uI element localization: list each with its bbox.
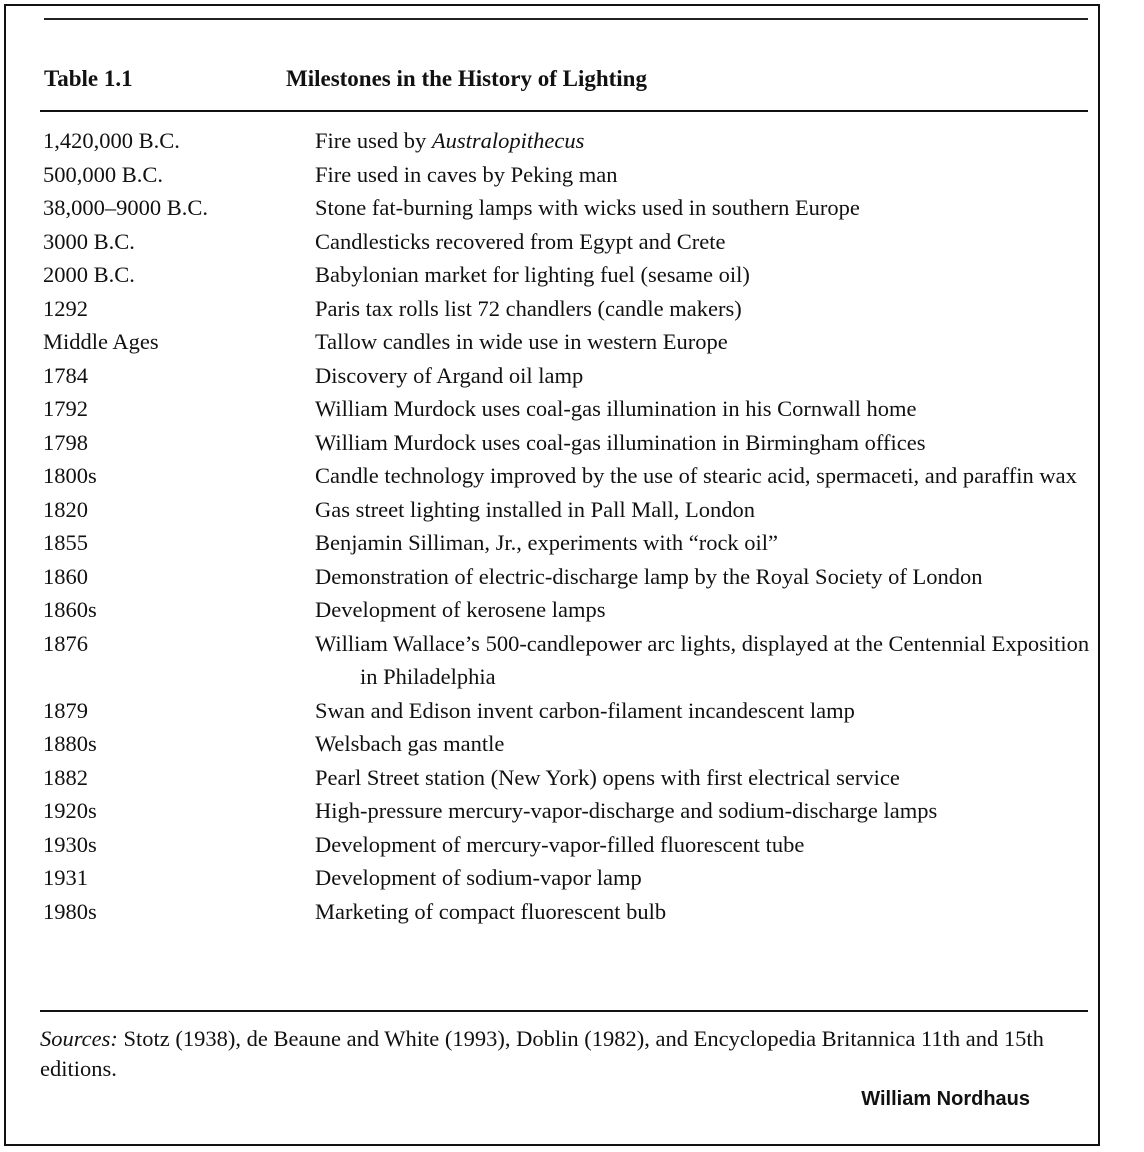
date-value: 1930s (43, 831, 97, 857)
table-row (40, 191, 1102, 225)
event-text: Benjamin Silliman, Jr., experiments with “rock oil” (315, 530, 779, 555)
table-row (40, 426, 1102, 460)
footer-rule (40, 1010, 1088, 1012)
row-event (315, 895, 1102, 929)
row-date (40, 359, 315, 393)
row-event (315, 158, 1102, 192)
table-row (40, 794, 1102, 828)
date-value: 1292 (43, 295, 88, 321)
row-event (315, 794, 1102, 828)
table-header (44, 66, 1104, 102)
event-text: Babylonian market for lighting fuel (sesame oil) (315, 262, 750, 287)
date-value: 1,420,000 (43, 128, 133, 153)
event-text: Paris tax rolls list 72 chandlers (candle makers) (315, 295, 742, 321)
row-event (315, 493, 1102, 527)
date-value: 1931 (43, 865, 88, 890)
date-era: B.C. (93, 262, 135, 287)
top-rule (44, 18, 1088, 20)
sources-text: Stotz (1938), de Beaune and White (1993), Doblin (1982), and Encyclopedia Britannica 11th and 15th editions. (40, 1026, 1044, 1081)
table-row (40, 225, 1102, 259)
date-value: 1879 (43, 697, 88, 723)
table-row (40, 158, 1102, 192)
row-event (315, 761, 1102, 795)
event-text: William Murdock uses coal-gas illumination in Birmingham offices (315, 429, 926, 455)
event-text: Fire used in caves by Peking man (315, 161, 618, 187)
event-text: Stone fat-burning lamps with wicks used in southern Europe (315, 195, 860, 220)
header-rule (40, 110, 1088, 112)
table-row (40, 392, 1102, 426)
author-credit: William Nordhaus (861, 1088, 1030, 1110)
row-event (315, 861, 1102, 895)
date-value: 38,000–9000 (43, 195, 162, 220)
row-event (315, 828, 1102, 862)
row-date (40, 895, 315, 929)
row-date (40, 191, 315, 225)
row-event (315, 593, 1102, 627)
row-date (40, 325, 315, 359)
date-era: B.C. (166, 195, 209, 220)
event-text: Candle technology improved by the use of stearic acid, spermaceti, and paraffin wax (315, 463, 1077, 488)
date-value: 1876 (43, 630, 88, 656)
table-row (40, 359, 1102, 393)
row-date (40, 158, 315, 192)
row-date (40, 560, 315, 594)
table-row (40, 325, 1102, 359)
table-row (40, 593, 1102, 627)
event-text: Candlesticks recovered from Egypt and Crete (315, 228, 726, 254)
date-value: 1860 (43, 563, 88, 589)
table-row (40, 895, 1102, 929)
row-date (40, 258, 315, 292)
row-event (315, 526, 1102, 560)
table-row (40, 292, 1102, 326)
row-date (40, 526, 315, 560)
row-event (315, 191, 1102, 225)
row-date (40, 861, 315, 895)
event-text: Pearl Street station (New York) opens with first electrical service (315, 764, 900, 790)
row-date (40, 426, 315, 460)
milestones-table (40, 124, 1102, 928)
table-row (40, 828, 1102, 862)
date-value: 1882 (43, 764, 88, 790)
date-value: 1855 (43, 530, 88, 555)
date-value: 1798 (43, 429, 88, 455)
row-date (40, 828, 315, 862)
row-event (315, 359, 1102, 393)
document-frame (4, 4, 1100, 1146)
event-text: Development of kerosene lamps (315, 597, 606, 622)
table-row (40, 761, 1102, 795)
row-event (315, 225, 1102, 259)
row-date (40, 794, 315, 828)
table-row (40, 526, 1102, 560)
table-row (40, 560, 1102, 594)
event-text: Swan and Edison invent carbon-filament incandescent lamp (315, 697, 855, 723)
table-row (40, 694, 1102, 728)
event-text: Fire used by (315, 128, 432, 153)
row-event (315, 727, 1102, 761)
event-text: Development of mercury-vapor-filled fluorescent tube (315, 831, 805, 857)
row-date (40, 392, 315, 426)
row-date (40, 694, 315, 728)
date-value: 1784 (43, 362, 88, 388)
date-value: 1800s (43, 463, 97, 488)
date-value: 1920s (43, 798, 97, 823)
table-row (40, 627, 1102, 694)
table-row (40, 258, 1102, 292)
table-row (40, 861, 1102, 895)
row-date (40, 761, 315, 795)
event-text: Development of sodium-vapor lamp (315, 865, 642, 890)
date-era: B.C. (121, 161, 164, 187)
row-event (315, 292, 1102, 326)
event-text: William Murdock uses coal-gas illumination in his Cornwall home (315, 396, 917, 421)
row-event (315, 426, 1102, 460)
event-text: Tallow candles in wide use in western Europe (315, 329, 728, 354)
table-row (40, 727, 1102, 761)
row-date (40, 124, 315, 158)
row-event (315, 124, 1102, 158)
row-event (315, 560, 1102, 594)
sources-label: Sources: (40, 1026, 118, 1051)
event-text: Discovery of Argand oil lamp (315, 362, 584, 388)
row-event (315, 627, 1102, 694)
row-date (40, 727, 315, 761)
row-date (40, 292, 315, 326)
event-italic-text: Australopithecus (431, 128, 585, 153)
date-era: B.C. (138, 128, 180, 153)
row-event (315, 459, 1102, 493)
row-date (40, 627, 315, 661)
event-text: William Wallace’s 500-candlepower arc lights, displayed at the Centennial Exposition in Philadelphia (315, 630, 1090, 689)
row-date (40, 493, 315, 527)
table-number: Table 1.1 (44, 66, 133, 91)
event-text: Welsbach gas mantle (315, 731, 505, 756)
row-date (40, 593, 315, 627)
table-row (40, 124, 1102, 158)
date-value: 1860s (43, 597, 97, 622)
row-event (315, 258, 1102, 292)
row-event (315, 694, 1102, 728)
table-row (40, 493, 1102, 527)
row-event (315, 392, 1102, 426)
row-date (40, 459, 315, 493)
event-text: Demonstration of electric-discharge lamp by the Royal Society of London (315, 563, 983, 589)
date-era: B.C. (93, 228, 135, 254)
table-title: Milestones in the History of Lighting (286, 66, 647, 91)
row-event (315, 325, 1102, 359)
event-text: Gas street lighting installed in Pall Mall, London (315, 496, 755, 522)
date-value: 1820 (43, 496, 88, 522)
date-value: 1980s (43, 898, 97, 924)
date-value: 3000 (43, 228, 88, 254)
event-text: High-pressure mercury-vapor-discharge and sodium-discharge lamps (315, 798, 938, 823)
row-date (40, 225, 315, 259)
date-value: 1792 (43, 396, 88, 421)
date-value: 2000 (43, 262, 88, 287)
event-text: Marketing of compact fluorescent bulb (315, 898, 667, 924)
date-value: Middle Ages (43, 329, 159, 354)
date-value: 1880s (43, 731, 97, 756)
table-row (40, 459, 1102, 493)
sources-note (40, 1024, 1100, 1084)
date-value: 500,000 (43, 161, 117, 187)
